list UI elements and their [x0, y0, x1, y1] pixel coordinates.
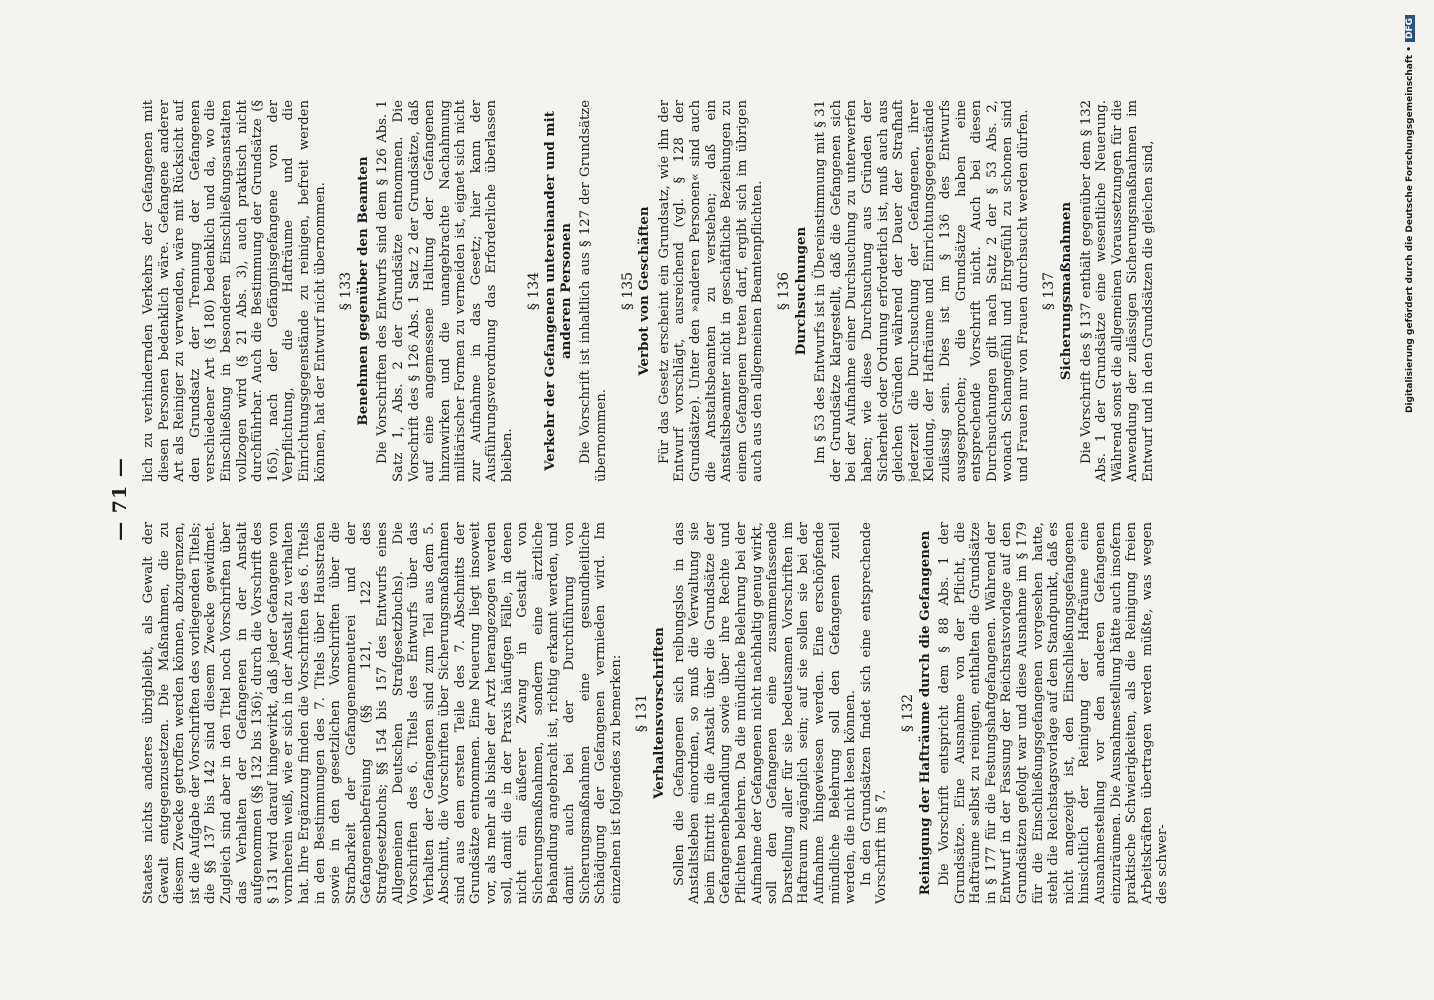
paragraph: Die Vorschrift des § 137 enthält gegenüber dem § 132 Abs. 1 der Grundsätze eine wesentliche Neuerung. Während sonst die allgemeinen Voraussetzungen für die Anwendung der zulässigen Sicherungsmaßnahmen im Entwurf und in den Grundsätzen die gleichen sind, [1078, 100, 1157, 482]
notice-text: Digitalisierung gefördert durch die Deutsche Forschungsgemeinschaft • [1405, 46, 1415, 413]
section-number: § 131 [634, 693, 651, 733]
section-number: § 132 [899, 693, 916, 733]
paragraph: Sollen die Gefangenen sich reibungslos in das Anstaltsleben einordnen, so muß die Verwaltung sie beim Eintritt in die Anstalt über die Grundsätze der Gefangenenbehandlung sowie über ihre Rechte und Pflichten belehren. Da die mündliche Belehrung bei der Aufnahme der Gefangenen nicht nachhaltig genug wirkt, soll den Gefangenen eine zusammenfassende Darstellung aller für sie bedeutsamen Vorschriften im Haftraum zugänglich sein; auf sie sollen sie bei der Aufnahme hingewiesen werden. Eine erschöpfende mündliche Belehrung soll den Gefangenen zuteil werden, die nicht lesen können. [671, 522, 859, 904]
section-heading: Verbot von Geschäften [636, 206, 653, 376]
section-number: § 135 [619, 271, 636, 311]
section-heading: Sicherungsmaßnahmen [1058, 201, 1075, 381]
section-heading: Verkehr der Gefangenen untereinander und mit anderen Personen [542, 111, 574, 471]
paragraph: Für das Gesetz erscheint ein Grundsatz, wie ihn der Entwurf vorschlägt, ausreichend (vgl. § 128 der Grundsätze). Unter den »anderen Personen« sind auch die Anstaltsbeamten zu verstehen; daß ein Anstaltsbeamter nicht in geschäftliche Beziehungen zu einem Gefangenen treten darf, ergibt sich im übrigen auch aus den allgemeinen Beamtenpflichten. [656, 100, 766, 482]
page-number: — 71 — [109, 457, 131, 541]
section-number: § 133 [338, 271, 355, 311]
paragraph: lich zu verhindernden Verkehrs der Gefangenen mit diesen Personen bedenklich wäre. Gefangene anderer Art als Reiniger zu verwenden, wäre mit Rücksicht auf den Grundsatz der Trennung der Gefangenen verschiedener Art (§ 180) bedenklich und da, wo die Einschließung in besonderen Einschließungsanstalten vollzogen wird (§ 21 Abs. 3), auch praktisch nicht durchführbar. Auch die Bestimmung der Grundsätze (§ 165), nach der Gefängnisgefangene von der Verpflichtung, die Hafträume und die Einrichtungsgegenstände zu reinigen, befreit werden können, hat der Entwurf nicht übernommen. [141, 100, 328, 482]
left-column [141, 522, 1301, 904]
section-heading: Reinigung der Hafträume durch die Gefangenen [916, 530, 933, 896]
section-heading: Verhaltensvorschriften [651, 627, 667, 799]
rotated-page [109, 94, 1309, 904]
section-number: § 136 [775, 271, 792, 311]
section-heading: Durchsuchungen [792, 226, 809, 356]
paragraph: Im § 53 des Entwurfs ist in Übereinstimmung mit § 31 der Grundsätze klargestellt, daß die Gefangenen sich bei der Aufnahme einer Durchsuchung zu unterwerfen haben; wie diese Durchsuchung aus Gründen der Sicherheit oder Ordnung erforderlich ist, muß auch aus gleichen Gründen während der Dauer der Strafhaft jederzeit die Durchsuchung der Gefangenen, ihrer Kleidung, der Hafträume und Einrichtungsgegenstände zulässig sein. Dies ist im § 136 des Entwurfs ausgesprochen; die Grundsätze haben eine entsprechende Vorschrift nicht. Auch bei diesen Durchsuchungen gilt nach Satz 2 der § 53 Abs. 2, wonach Schamgefühl und Ehrgefühl zu schonen sind und Frauen nur von Frauen durchsucht werden dürfen. [813, 100, 1031, 482]
paragraph: Die Vorschrift ist inhaltlich aus § 127 der Grundsätze übernommen. [578, 100, 610, 482]
paragraph: Die Vorschrift entspricht dem § 88 Abs. 1 der Grundsätze. Eine Ausnahme von der Pflicht, die Hafträume selbst zu reinigen, enthalten die Grundsätze in § 177 für die Festungshaftgefangenen. Während der Entwurf in der Fassung der Reichsratsvorlage auf den Grundsätzen gefolgt war und diese Ausnahme im § 179 für die Einschließungsgefangenen vorgesehen hatte, steht die Reichstagsvorlage auf dem Standpunkt, daß es nicht angezeigt ist, den Einschließungsgefangenen hinsichtlich der Reinigung der Hafträume eine Ausnahmestellung vor den anderen Gefangenen einzuräumen. Die Ausnahmestellung hätte auch insofern praktische Schwierigkeiten, als die Reinigung freien Arbeitskräften übertragen werden müßte, was wegen des schwer- [937, 522, 1171, 904]
dfg-logo: DFG [1405, 15, 1415, 42]
paragraph: In den Grundsätzen findet sich eine entsprechende Vorschrift im § 7. [858, 522, 890, 904]
paragraph: Die Vorschriften des Entwurfs sind dem § 126 Abs. 1 Satz 1, Abs. 2 der Grundsätze entnommen. Die Vorschrift des § 126 Abs. 1 Satz 2 der Grundsätze, daß auf eine angemessene Haltung der Gefangenen hinzuwirken und die unangebrachte Nachahmung militärischer Formen zu vermeiden ist, eignet sich nicht zur Aufnahme in das Gesetz; hier kann der Ausführungsverordnung das Erforderliche überlassen bleiben. [375, 100, 516, 482]
section-number: § 137 [1041, 271, 1058, 311]
paragraph: Staates nichts anderes übrigbleibt, als Gewalt der Gewalt entgegenzusetzen. Die Maßnahmen, die zu diesem Zwecke getroffen werden können, abzugrenzen, ist die Aufgabe der Vorschriften des vorliegenden Titels; die §§ 137 bis 142 sind diesem Zwecke gewidmet. Zugleich sind aber in den Titel noch Vorschriften über das Verhalten der Gefangenen in der Anstalt aufgenommen (§§ 132 bis 136); durch die Vorschrift des § 131 wird darauf hingewirkt, daß jeder Gefangene von vornherein weiß, wie er sich in der Anstalt zu verhalten hat. Ihre Ergänzung finden die Vorschriften des 6. Titels in den Bestimmungen des 7. Titels über Hausstrafen sowie in den gesetzlichen Vorschriften über die Strafbarkeit der Gefangenenmeuterei und der Gefangenenbefreiung (§§ 121, 122 des Strafgesetzbuchs; §§ 154 bis 157 des Entwurfs eines Allgemeinen Deutschen Strafgesetzbuchs). Die Vorschriften des 6. Titels des Entwurfs über das Verhalten der Gefangenen sind zum Teil aus dem 5. Abschnitt, die Vorschriften über Sicherungsmaßnahmen sind aus dem ersten Teile des 7. Abschnitts der Grundsätze entnommen. Eine Neuerung liegt insoweit vor, als mehr als bisher der Arzt herangezogen werden soll, damit die in der Praxis häufigen Fälle, in denen nicht ein äußerer Zwang in Gestalt von Sicherungsmaßnahmen, sondern eine ärztliche Behandlung angebracht ist, richtig erkannt werden, und damit auch bei der Durchführung von Sicherungsmaßnahmen eine gesundheitliche Schädigung der Gefangenen vermieden wird. Im einzelnen ist folgendes zu bemerken: [141, 522, 624, 904]
section-number: § 134 [525, 271, 542, 311]
digitization-notice [1405, 8, 1426, 996]
right-column [141, 100, 1301, 482]
section-heading: Benehmen gegenüber den Beamten [354, 156, 371, 426]
